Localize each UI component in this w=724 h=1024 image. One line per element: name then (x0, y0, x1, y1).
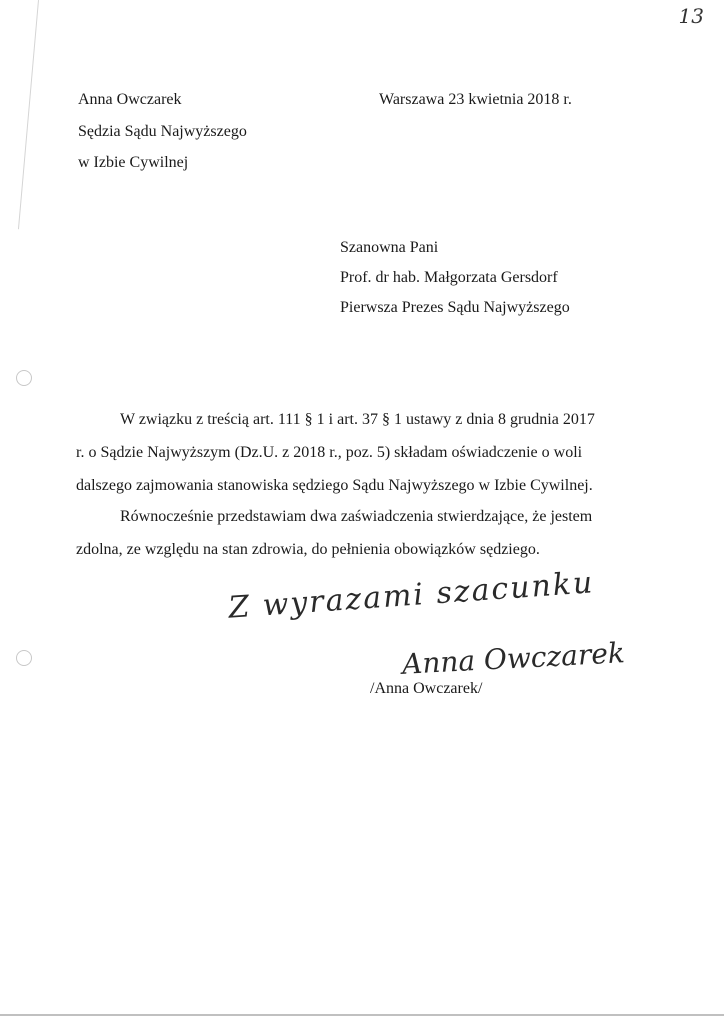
body-paragraph-1-line-2: r. o Sądzie Najwyższym (Dz.U. z 2018 r., poz. 5) składam oświadczenie o woli (76, 444, 583, 461)
place-date: Warszawa 23 kwietnia 2018 r. (379, 91, 572, 108)
recipient-salutation: Szanowna Pani (340, 239, 439, 256)
handwritten-closing: Z wyrazami szacunku (227, 565, 596, 626)
signature-printed: /Anna Owczarek/ (370, 680, 483, 697)
sender-name: Anna Owczarek (78, 91, 182, 108)
body-paragraph-1-line-3: dalszego zajmowania stanowiska sędziego Sądu Najwyższego w Izbie Cywilnej. (76, 477, 593, 494)
page-number: 13 (678, 4, 704, 28)
sender-title: Sędzia Sądu Najwyższego (78, 123, 247, 140)
recipient-position: Pierwsza Prezes Sądu Najwyższego (340, 299, 570, 316)
handwritten-signature: Anna Owczarek (401, 636, 626, 681)
punch-hole-bottom (16, 650, 32, 666)
scan-bottom-edge (0, 1014, 724, 1016)
sender-chamber: w Izbie Cywilnej (78, 154, 189, 171)
body-paragraph-2-line-2: zdolna, ze względu na stan zdrowia, do pełnienia obowiązków sędziego. (76, 541, 540, 558)
body-paragraph-2-line-1: Równocześnie przedstawiam dwa zaświadczenia stwierdzające, że jestem (120, 508, 593, 525)
scan-edge-line (18, 0, 39, 229)
recipient-name: Prof. dr hab. Małgorzata Gersdorf (340, 269, 558, 286)
punch-hole-top (16, 370, 32, 386)
body-paragraph-1-line-1: W związku z treścią art. 111 § 1 i art. 37 § 1 ustawy z dnia 8 grudnia 2017 (120, 411, 595, 428)
